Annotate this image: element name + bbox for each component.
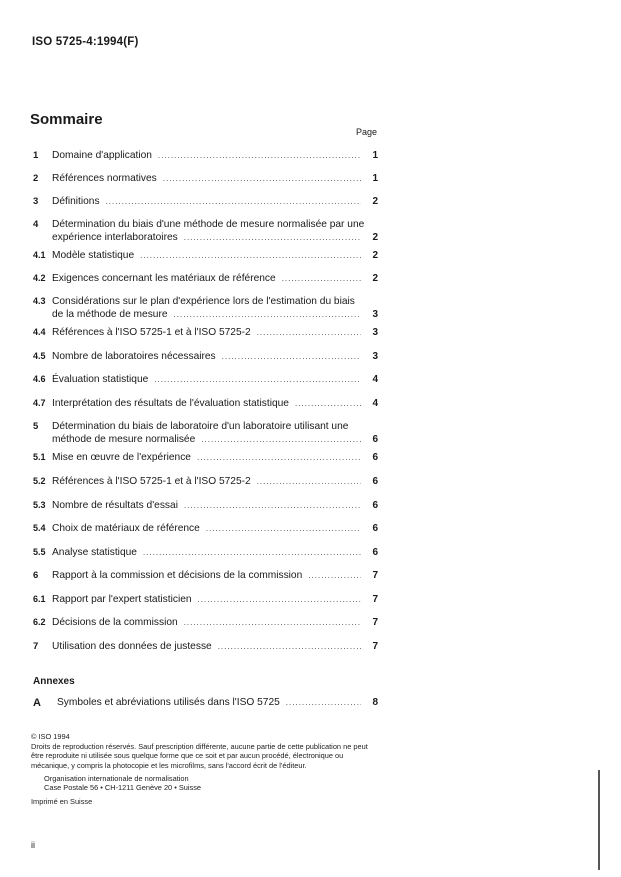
toc-entry[interactable] [33, 195, 378, 208]
leader-dots [140, 249, 361, 262]
toc-page-number: 7 [372, 570, 378, 581]
toc-title: Mise en œuvre de l'expérience [52, 452, 191, 463]
toc-number: 5.3 [33, 500, 46, 510]
leader-dots [163, 172, 361, 185]
toc-title: Rapport à la commission et décisions de la commission [52, 570, 303, 581]
copyright-notice: Droits de reproduction réservés. Sauf prescription différente, aucune partie de cette publication ne peut être reproduite ni utilisée sous quelque forme que ce soit et par aucun procédé, électronique ou mécanique, y compris la photocopie et les microfilms, sans l'accord écrit de l'éditeur. [31, 742, 368, 770]
toc-page-number: 2 [372, 196, 378, 207]
toc-entry[interactable] [33, 616, 378, 629]
leader-dots [198, 593, 361, 606]
toc-entry[interactable] [33, 397, 378, 410]
toc-entry[interactable] [33, 546, 378, 559]
toc-entry[interactable] [33, 149, 378, 162]
toc-title: Références normatives [52, 173, 157, 184]
toc-title: expérience interlaboratoires [52, 232, 178, 243]
leader-dots [143, 546, 361, 559]
scan-edge-mark [598, 770, 600, 870]
toc-title: Domaine d'application [52, 150, 152, 161]
toc-title: Exigences concernant les matériaux de référence [52, 273, 276, 284]
leader-dots [106, 195, 361, 208]
leader-dots [222, 350, 361, 363]
toc-number: 4.6 [33, 374, 46, 384]
toc-number: 5.2 [33, 476, 46, 486]
toc-page-number: 7 [372, 641, 378, 652]
toc-title: méthode de mesure normalisée [52, 434, 196, 445]
printed-in: Imprimé en Suisse [31, 797, 93, 807]
leader-dots [184, 231, 361, 244]
page-title: Sommaire [30, 111, 103, 128]
toc-page-number: 7 [372, 594, 378, 605]
toc-number: 5.4 [33, 523, 46, 533]
toc-title: Détermination du biais d'une méthode de mesure normalisée par une [52, 219, 365, 230]
toc-title: Analyse statistique [52, 547, 137, 558]
toc-number: 5.5 [33, 547, 46, 557]
toc-page-number: 4 [372, 374, 378, 385]
copyright-block [31, 732, 379, 806]
annex-entry[interactable] [33, 697, 378, 708]
leader-dots [201, 433, 361, 446]
toc-entry[interactable] [33, 218, 378, 244]
toc-title: Définitions [52, 196, 100, 207]
toc-title: Modèle statistique [52, 250, 135, 261]
organisation-address: Case Postale 56 • CH-1211 Genève 20 • Suisse [44, 783, 202, 793]
toc-page-number: 2 [372, 250, 378, 261]
toc-entry[interactable] [33, 475, 378, 488]
toc-title: Considérations sur le plan d'expérience lors de l'estimation du biais [52, 296, 355, 307]
leader-dots [184, 616, 361, 629]
toc-entry[interactable] [33, 640, 378, 653]
toc-title: Références à l'ISO 5725-1 et à l'ISO 5725-2 [52, 327, 251, 338]
toc-title: Nombre de laboratoires nécessaires [52, 351, 216, 362]
toc-page-number: 6 [372, 434, 378, 445]
toc-page-number: 6 [372, 476, 378, 487]
leader-dots [197, 451, 361, 464]
toc-title: Références à l'ISO 5725-1 et à l'ISO 5725-2 [52, 476, 251, 487]
page-number: ii [31, 840, 35, 850]
toc-title: Utilisation des données de justesse [52, 641, 212, 652]
toc-entry[interactable] [33, 172, 378, 185]
toc-page-number: 6 [372, 523, 378, 534]
toc-number: 4 [33, 219, 39, 230]
toc-number: 6.2 [33, 617, 46, 627]
toc-page-number: 1 [372, 173, 378, 184]
toc-page-number: 6 [372, 452, 378, 463]
toc-title: Choix de matériaux de référence [52, 523, 200, 534]
leader-dots [282, 272, 361, 285]
toc-page-number: 4 [372, 398, 378, 409]
toc-number: 4.7 [33, 398, 46, 408]
toc-number: 5 [33, 421, 39, 432]
toc-entry[interactable] [33, 593, 378, 606]
toc-page-number: 6 [372, 500, 378, 511]
toc-entry[interactable] [33, 420, 378, 446]
toc-page-number: 1 [372, 150, 378, 161]
toc-title: de la méthode de mesure [52, 309, 168, 320]
leader-dots [308, 569, 361, 582]
toc-title: Rapport par l'expert statisticien [52, 594, 192, 605]
toc-number: 4.3 [33, 296, 46, 306]
document-header: ISO 5725-4:1994(F) [32, 36, 139, 48]
toc-number: 7 [33, 641, 39, 652]
leader-dots [257, 326, 361, 339]
toc-page-number: 3 [372, 351, 378, 362]
toc-page-number: 3 [372, 327, 378, 338]
annex-letter: A [33, 697, 41, 709]
toc-entry[interactable] [33, 295, 378, 321]
toc-number: 1 [33, 150, 39, 161]
toc-page-number: 6 [372, 547, 378, 558]
toc-number: 6.1 [33, 594, 46, 604]
leader-dots [206, 522, 361, 535]
leader-dots [158, 149, 361, 162]
toc-number: 4.2 [33, 273, 46, 283]
toc-page-number: 2 [372, 232, 378, 243]
toc-number: 6 [33, 570, 39, 581]
toc-entry[interactable] [33, 249, 378, 262]
toc-title: Interprétation des résultats de l'évaluation statistique [52, 398, 289, 409]
toc-title: Nombre de résultats d'essai [52, 500, 178, 511]
annex-page: 8 [372, 697, 378, 708]
toc-number: 5.1 [33, 452, 46, 462]
toc-number: 3 [33, 196, 39, 207]
leader-dots [218, 640, 361, 653]
toc-entry[interactable] [33, 451, 378, 464]
toc-number: 2 [33, 173, 39, 184]
toc-entry[interactable] [33, 326, 378, 339]
organisation-name: Organisation internationale de normalisation [44, 773, 189, 783]
toc-title: Détermination du biais de laboratoire d'un laboratoire utilisant une [52, 421, 349, 432]
annexes-heading: Annexes [33, 676, 75, 687]
toc-entry[interactable] [33, 350, 378, 363]
toc-entry[interactable] [33, 522, 378, 535]
leader-dots [286, 698, 361, 707]
toc-page-number: 3 [372, 309, 378, 320]
table-of-contents [33, 147, 378, 653]
toc-entry[interactable] [33, 569, 378, 582]
toc-entry[interactable] [33, 373, 378, 386]
toc-number: 4.4 [33, 327, 46, 337]
toc-page-number: 2 [372, 273, 378, 284]
toc-page-number: 7 [372, 617, 378, 628]
leader-dots [184, 499, 361, 512]
leader-dots [174, 308, 361, 321]
toc-title: Décisions de la commission [52, 617, 178, 628]
toc-number: 4.1 [33, 250, 46, 260]
annex-title: Symboles et abréviations utilisés dans l'ISO 5725 [57, 697, 280, 708]
toc-entry[interactable] [33, 272, 378, 285]
toc-number: 4.5 [33, 351, 46, 361]
page-column-label: Page [356, 127, 378, 137]
toc-entry[interactable] [33, 499, 378, 512]
toc-title: Évaluation statistique [52, 374, 149, 385]
leader-dots [295, 397, 361, 410]
copyright-line: © ISO 1994 [31, 732, 70, 741]
leader-dots [257, 475, 361, 488]
leader-dots [154, 373, 361, 386]
